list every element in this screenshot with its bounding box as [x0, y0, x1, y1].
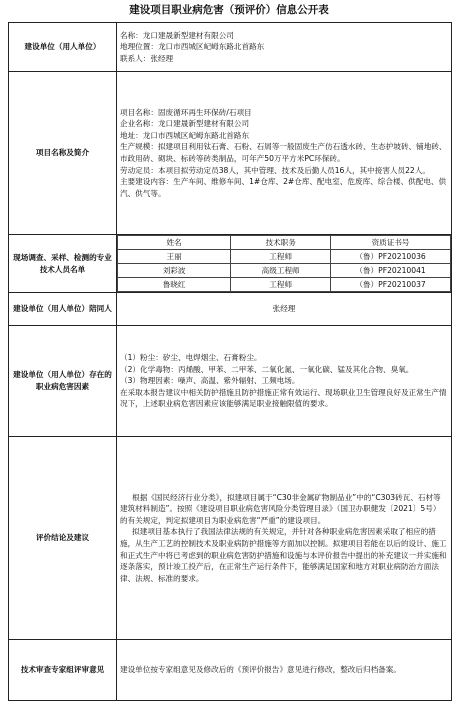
project-name: 项目名称：固废循环再生环保砖/石项目: [120, 107, 252, 117]
unit-info: [117, 23, 452, 72]
table-row: [118, 250, 451, 264]
staff-title: 工程师: [231, 278, 331, 292]
hazard-physical: （3）物理因素：噪声、高温、紫外辐射、工频电场。: [120, 376, 300, 386]
project-contents: 主要建设内容：生产车间、维修车间、1#仓库、2#仓库、配电室、危废库、综合楼、供配电、供汽、供气等。: [120, 177, 447, 198]
evaluation-paragraph: 拟建项目基本执行了我国法律法规的有关规定，并针对各种职业病危害因素采取了相应的措施，从生产工艺的控制技术及职业病防护措施等方面加以控制。拟建项目若能在以后的设计、施工和正式生产中将已考虑到的职业病危害防护措施和设施与本评价报告中提出的补充建议一并实施和逐条落实，预计竣工投产后，在正常生产运行条件下，能够满足国家和地方对职业病防治方面法律、法规、标准的要求。: [120, 527, 447, 583]
project-staffing: 劳动定员：本项目拟劳动定员38人，其中管理、技术及后勤人员16人，其中接害人员22人。: [120, 165, 430, 175]
unit-name: 名称：龙口建晟新型建材有限公司: [120, 30, 234, 40]
table-row: [118, 278, 451, 292]
escort-row: [9, 293, 452, 326]
staff-name: 刘彩波: [118, 264, 231, 278]
review-row: [9, 640, 452, 701]
escort-label: 建设单位（用人单位）陪同人: [9, 293, 117, 326]
staff-header-name: 姓名: [118, 236, 231, 250]
project-label: 项目名称及简介: [9, 72, 117, 235]
page-title: 建设项目职业病危害（预评价）信息公开表: [129, 4, 329, 16]
staff-header-cert: 资质证书号: [331, 236, 451, 250]
hazard-conclusion: 在采取本报告建议中相关防护措施且防护措施正常有效运行、现场职业卫生管理良好及正常生产情况下，上述职业病危害因素应该能够满足职业接触限值的要求。: [120, 387, 447, 409]
staff-header-title: 技术职务: [231, 236, 331, 250]
hazard-dust: （1）粉尘：矽尘、电焊烟尘、石膏粉尘。: [120, 353, 262, 363]
staff-label: 现场调查、采样、检测的专业技术人员名单: [9, 235, 117, 293]
unit-address: 地理位置：龙口市西城区屺㟂东路北首路东: [120, 42, 265, 52]
escort-value: 张经理: [117, 293, 452, 326]
staff-row: [9, 235, 452, 293]
staff-title: 工程师: [231, 250, 331, 264]
staff-header-row: [118, 236, 451, 250]
staff-cert: （鲁）PF20210041: [331, 264, 451, 278]
staff-name: 鲁晓红: [118, 278, 231, 292]
unit-contact: 联系人：张经理: [120, 53, 174, 63]
hazards-info: [117, 326, 452, 437]
project-row: [9, 72, 452, 235]
staff-name: 王丽: [118, 250, 231, 264]
hazard-chemical: （2）化学毒物：丙烯酸、甲苯、二甲苯、二氧化氮、一氧化碳、锰及其化合物、臭氧。: [120, 364, 414, 374]
staff-table: [117, 235, 451, 292]
project-company: 企业名称：龙口建晟新型建材有限公司: [120, 119, 250, 129]
review-label: 技术审查专家组评审意见: [9, 640, 117, 701]
staff-cell: [117, 235, 452, 293]
evaluation-label: 评价结论及建议: [9, 437, 117, 640]
staff-title: 高级工程师: [231, 264, 331, 278]
project-scale: 生产规模：拟建项目利用钛石膏、石粉、石屑等一般固废生产仿石透水砖、生态护坡砖、铺地砖、市政用砖、砌块、标砖等砖类制品，可年产50万平方米PC环保砖。: [120, 142, 447, 163]
hazards-row: [9, 326, 452, 437]
disclosure-table: [8, 22, 452, 701]
project-address: 地址：龙口市西城区屺㟂东路北首路东: [120, 130, 250, 140]
evaluation-paragraph: 根据《国民经济行业分类》，拟建项目属于“C30非金属矿物制品业”中的“C303砖瓦、石材等建筑材料制造”。按照《建设项目职业病危害风险分类管理目录》（国卫办职健发〔2021〕5号）的有关规定，判定拟建项目为职业病危害“严重”的建设项目。: [120, 492, 441, 525]
project-info: [117, 72, 452, 235]
review-value: 建设单位按专家组意见及修改后的《预评价报告》意见进行修改，整改后归档备案。: [117, 640, 452, 701]
hazards-label: 建设单位（用人单位）存在的职业病危害因素: [9, 326, 117, 437]
staff-cert: （鲁）PF20210036: [331, 250, 451, 264]
unit-label: 建设单位（用人单位）: [9, 23, 117, 72]
staff-cert: （鲁）PF20210037: [331, 278, 451, 292]
table-row: [118, 264, 451, 278]
evaluation-info: [117, 437, 452, 640]
evaluation-row: [9, 437, 452, 640]
unit-row: [9, 23, 452, 72]
